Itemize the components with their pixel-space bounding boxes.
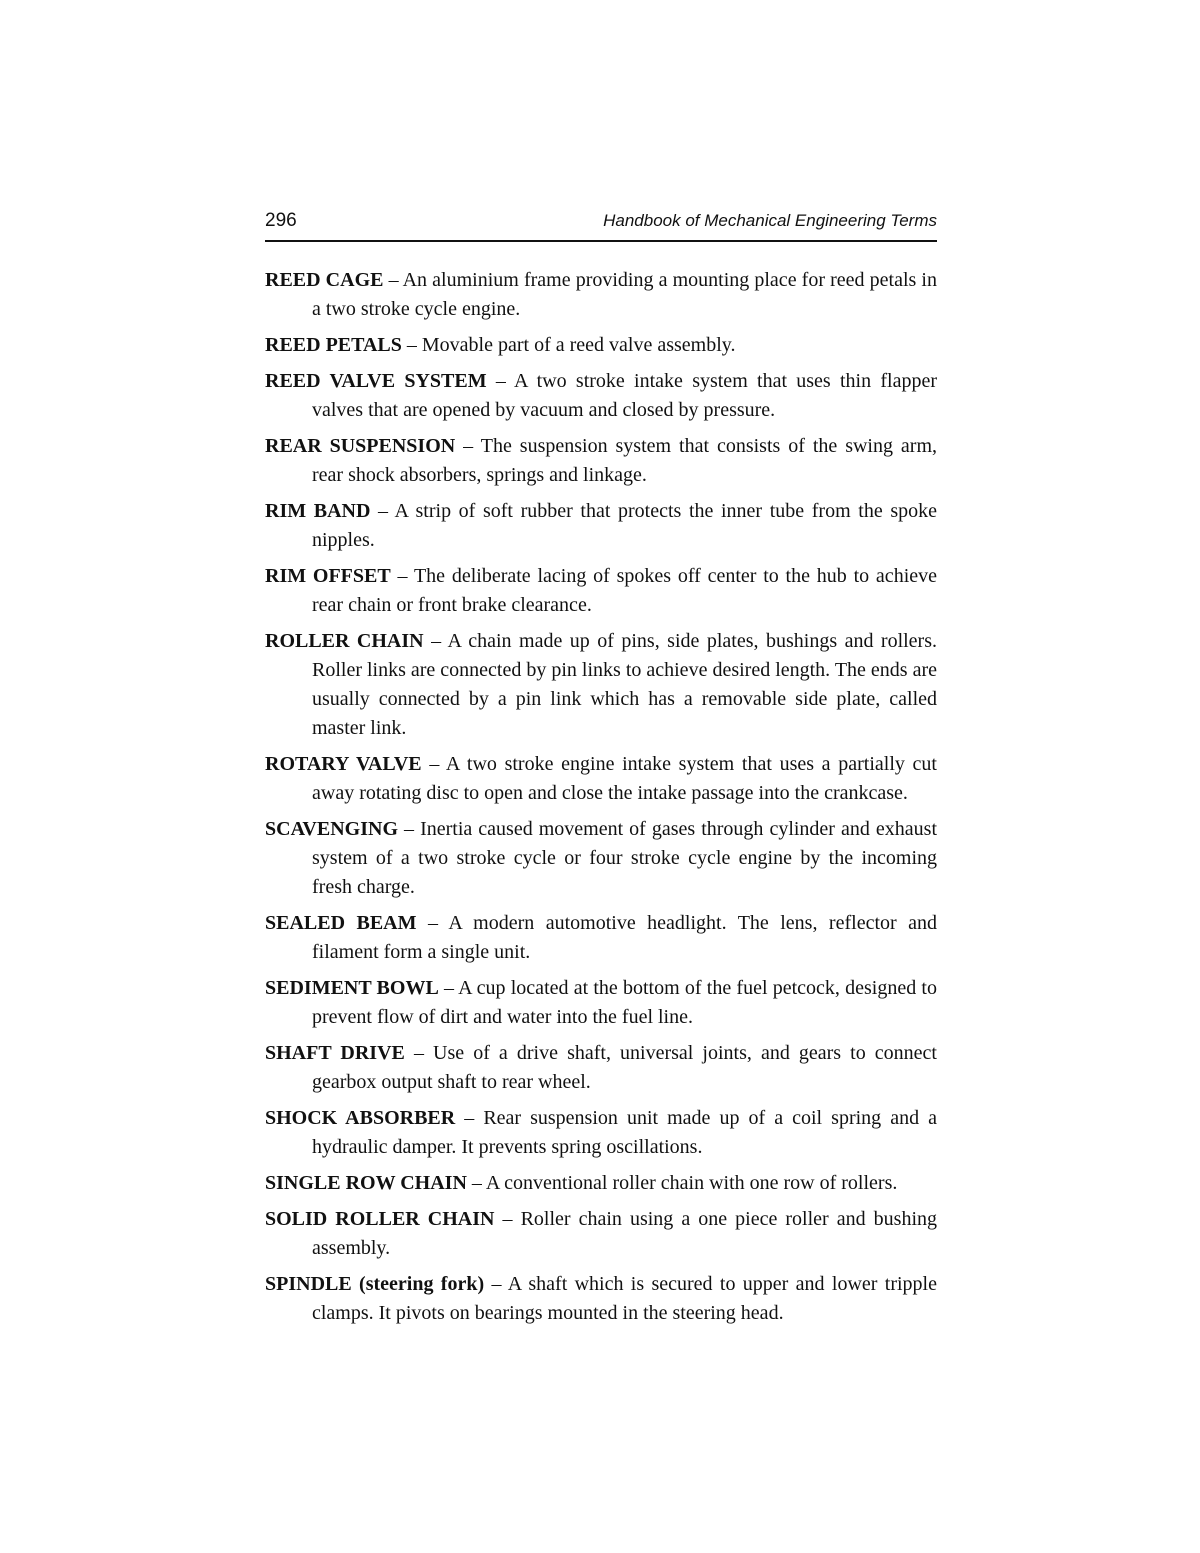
entry-definition: A shaft which is secured to upper and lower tripple clamps. It pivots on bearings mounted in the steering head.: [312, 1273, 937, 1324]
glossary-entry: ROTARY VALVE – A two stroke engine intake system that uses a partially cut away rotating disc to open and close the intake passage into the crankcase.: [265, 753, 937, 804]
glossary-entry: RIM BAND – A strip of soft rubber that protects the inner tube from the spoke nipples.: [265, 500, 937, 551]
running-head-title: Handbook of Mechanical Engineering Terms: [603, 211, 937, 230]
entry-definition: A two stroke engine intake system that uses a partially cut away rotating disc to open and close the intake passage into the crankcase.: [312, 753, 937, 804]
entry-definition: The suspension system that consists of the swing arm, rear shock absorbers, springs and linkage.: [312, 435, 938, 486]
entry-term: SINGLE ROW CHAIN: [265, 1172, 467, 1194]
glossary-entry: REED PETALS – Movable part of a reed valve assembly.: [265, 334, 736, 356]
entry-definition: An aluminium frame providing a mounting place for reed petals in a two stroke cycle engine.: [312, 269, 937, 320]
entry-term: REED VALVE SYSTEM: [265, 370, 487, 392]
entry-definition: A chain made up of pins, side plates, bushings and rollers. Roller links are connected by pin links to achieve desired length. The ends are usually connected by a pin link which has a removable side plate, called master link.: [312, 630, 937, 739]
entry-definition: Movable part of a reed valve assembly.: [421, 334, 736, 356]
entry-term: REED CAGE: [265, 269, 384, 291]
glossary-entry: REED CAGE – An aluminium frame providing a mounting place for reed petals in a two stroke cycle engine.: [265, 269, 937, 320]
entry-term: SHAFT DRIVE: [265, 1042, 405, 1064]
entry-term: SCAVENGING: [265, 818, 398, 840]
entry-definition: Rear suspension unit made up of a coil spring and a hydraulic damper. It prevents spring oscillations.: [312, 1107, 937, 1158]
glossary-entry: REED VALVE SYSTEM – A two stroke intake system that uses thin flapper valves that are opened by vacuum and closed by pressure.: [265, 370, 937, 421]
entry-term: RIM OFFSET: [265, 565, 391, 587]
entry-definition: A cup located at the bottom of the fuel petcock, designed to prevent flow of dirt and water into the fuel line.: [312, 977, 937, 1028]
entry-definition: Roller chain using a one piece roller and bushing assembly.: [312, 1208, 938, 1259]
glossary-entry: SOLID ROLLER CHAIN – Roller chain using a one piece roller and bushing assembly.: [265, 1208, 938, 1259]
entry-definition: A modern automotive headlight. The lens, reflector and filament form a single unit.: [312, 912, 938, 963]
entry-term: ROTARY VALVE: [265, 753, 422, 775]
entry-term: RIM BAND: [265, 500, 371, 522]
glossary-entry: ROLLER CHAIN – A chain made up of pins, side plates, bushings and rollers. Roller links are connected by pin links to achieve desired length. The ends are usually connected by a pin link which has a removable side plate, called master link.: [265, 630, 937, 739]
glossary-entry: SCAVENGING – Inertia caused movement of gases through cylinder and exhaust system of a two stroke cycle or four stroke cycle engine by the incoming fresh charge.: [265, 818, 937, 898]
glossary-entry: SHOCK ABSORBER – Rear suspension unit made up of a coil spring and a hydraulic damper. It prevents spring oscillations.: [265, 1107, 937, 1158]
page-number: 296: [265, 210, 297, 231]
entry-definition: Use of a drive shaft, universal joints, and gears to connect gearbox output shaft to rear wheel.: [312, 1042, 937, 1093]
entry-term: SPINDLE (steering fork): [265, 1273, 485, 1295]
entry-definition: A conventional roller chain with one row of rollers.: [485, 1172, 898, 1194]
entry-term: SHOCK ABSORBER: [265, 1107, 456, 1129]
glossary-entry: SPINDLE (steering fork) – A shaft which is secured to upper and lower tripple clamps. It pivots on bearings mounted in the steering head.: [265, 1273, 937, 1324]
page-header: [265, 208, 937, 242]
glossary-entry: REAR SUSPENSION – The suspension system that consists of the swing arm, rear shock absorbers, springs and linkage.: [265, 435, 938, 486]
glossary-entry: SEALED BEAM – A modern automotive headlight. The lens, reflector and filament form a single unit.: [265, 912, 938, 963]
entry-definition: Inertia caused movement of gases through cylinder and exhaust system of a two stroke cycle or four stroke cycle engine by the incoming fresh charge.: [312, 818, 937, 898]
entry-term: SEALED BEAM: [265, 912, 417, 934]
glossary-entry: SEDIMENT BOWL – A cup located at the bottom of the fuel petcock, designed to prevent flow of dirt and water into the fuel line.: [265, 977, 937, 1028]
glossary-entry: SHAFT DRIVE – Use of a drive shaft, universal joints, and gears to connect gearbox output shaft to rear wheel.: [265, 1042, 937, 1093]
entry-term: ROLLER CHAIN: [265, 630, 424, 652]
glossary-entry: SINGLE ROW CHAIN – A conventional roller chain with one row of rollers.: [265, 1172, 898, 1194]
glossary-list: [265, 266, 937, 1335]
entry-term: SEDIMENT BOWL: [265, 977, 439, 999]
glossary-entry: RIM OFFSET – The deliberate lacing of spokes off center to the hub to achieve rear chain or front brake clearance.: [265, 565, 937, 616]
entry-definition: A strip of soft rubber that protects the inner tube from the spoke nipples.: [312, 500, 937, 551]
entry-term: REAR SUSPENSION: [265, 435, 456, 457]
entry-definition: The deliberate lacing of spokes off center to the hub to achieve rear chain or front brake clearance.: [312, 565, 937, 616]
entry-term: SOLID ROLLER CHAIN: [265, 1208, 495, 1230]
entry-term: REED PETALS: [265, 334, 402, 356]
entry-definition: A two stroke intake system that uses thin flapper valves that are opened by vacuum and closed by pressure.: [312, 370, 937, 421]
